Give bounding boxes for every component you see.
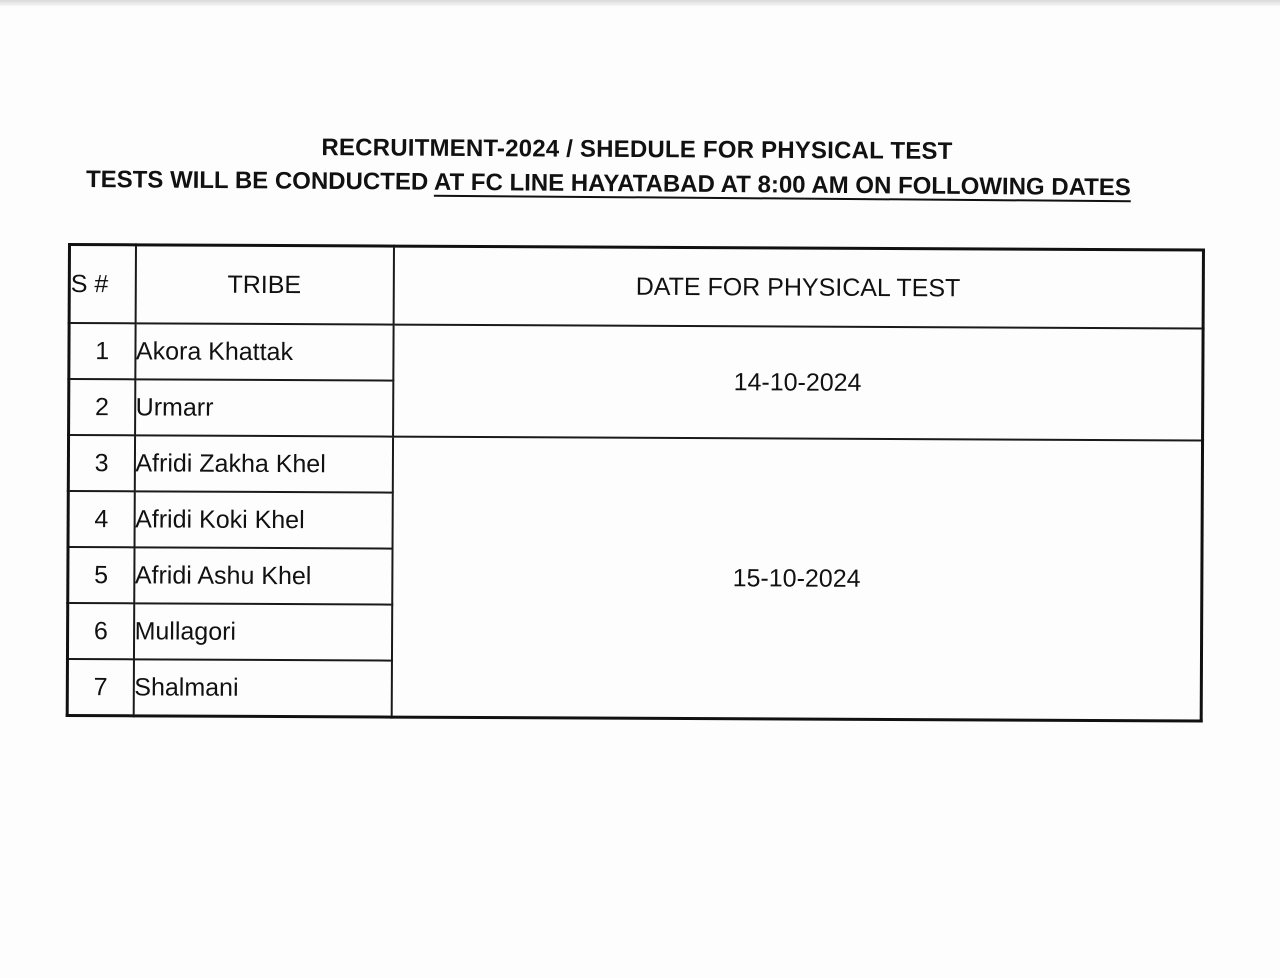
subtitle-location-time: AT FC LINE HAYATABAD AT 8:00 AM ON FOLLOWING DATES: [433, 168, 1131, 202]
schedule-table: [66, 243, 1205, 723]
serial-number: 1: [69, 323, 135, 379]
serial-number: 4: [68, 491, 134, 547]
tribe-name: Shalmani: [133, 659, 391, 717]
tribe-name: Akora Khattak: [135, 323, 393, 380]
table-row: [69, 323, 1203, 385]
serial-number: 3: [68, 435, 134, 491]
schedule-table-wrapper: [66, 243, 1202, 713]
tribe-name: Urmarr: [135, 379, 393, 436]
serial-number: 5: [68, 547, 134, 603]
column-header-tribe: TRIBE: [135, 245, 393, 325]
column-header-date: DATE FOR PHYSICAL TEST: [393, 246, 1203, 328]
serial-number: 6: [67, 603, 133, 659]
table-row: [68, 435, 1202, 497]
tribe-name: Afridi Zakha Khel: [134, 435, 392, 492]
tribe-name: Afridi Koki Khel: [134, 491, 392, 548]
subtitle-prefix: TESTS WILL BE CONDUCTED: [85, 166, 435, 196]
column-header-sn: S #: [69, 245, 135, 324]
serial-number: 2: [69, 379, 135, 435]
table-header-row: [69, 245, 1203, 329]
tribe-name: Afridi Ashu Khel: [134, 547, 392, 604]
scan-edge: [0, 0, 1280, 6]
tribe-name: Mullagori: [133, 603, 391, 660]
serial-number: 7: [67, 659, 133, 716]
document-subtitle: [86, 166, 1196, 203]
document-title: RECRUITMENT-2024 / SHEDULE FOR PHYSICAL TEST: [321, 134, 953, 165]
test-date: 14-10-2024: [393, 325, 1204, 441]
test-date: 15-10-2024: [391, 437, 1202, 721]
